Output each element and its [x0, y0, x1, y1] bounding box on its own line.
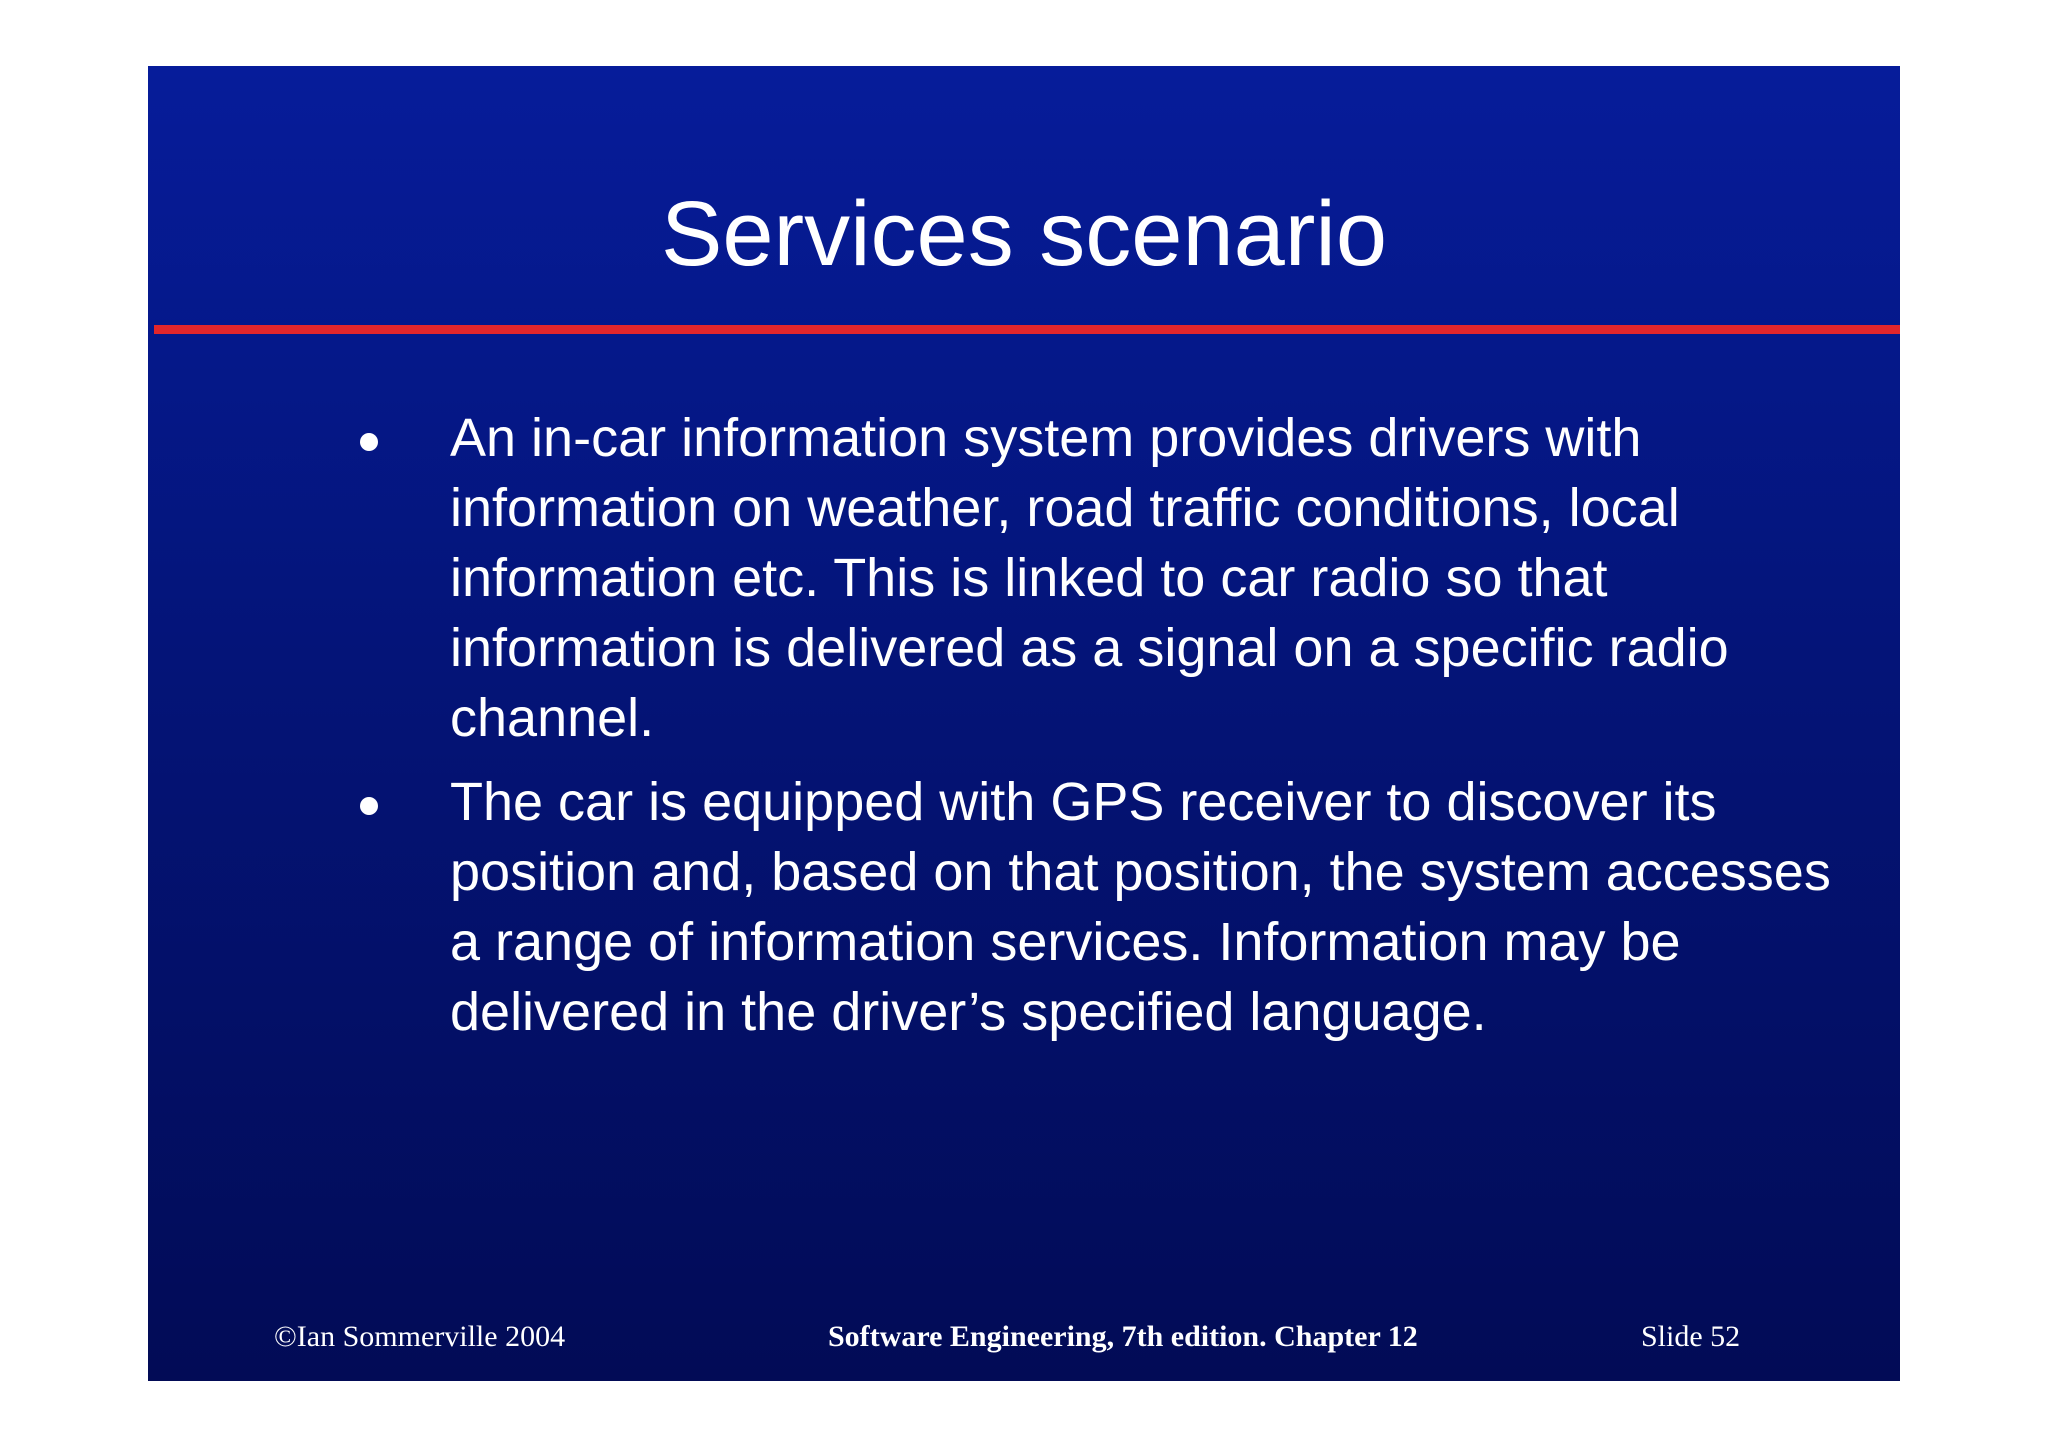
- slide-title: Services scenario: [660, 183, 1388, 285]
- footer-slide-number: Slide 52: [1641, 1320, 1741, 1353]
- bullet-dot-icon: [360, 797, 378, 815]
- bullet-text: The car is equipped with GPS receiver to discover its position and, based on that position, the system accesses a range of information services. Information may be delivered in the driver’s specified language.: [450, 772, 1831, 1042]
- slide: [148, 66, 1900, 1381]
- bullet-dot-icon: [360, 433, 378, 451]
- bullet-list: [148, 66, 1900, 1381]
- footer-copyright: ©Ian Sommerville 2004: [274, 1320, 566, 1353]
- footer-book-title: Software Engineering, 7th edition. Chapter 12: [828, 1320, 1418, 1353]
- bullet-text: An in-car information system provides drivers with information on weather, road traffic conditions, local information etc. This is linked to car radio so that information is delivered as a signal on a specific radio channel.: [450, 408, 1729, 748]
